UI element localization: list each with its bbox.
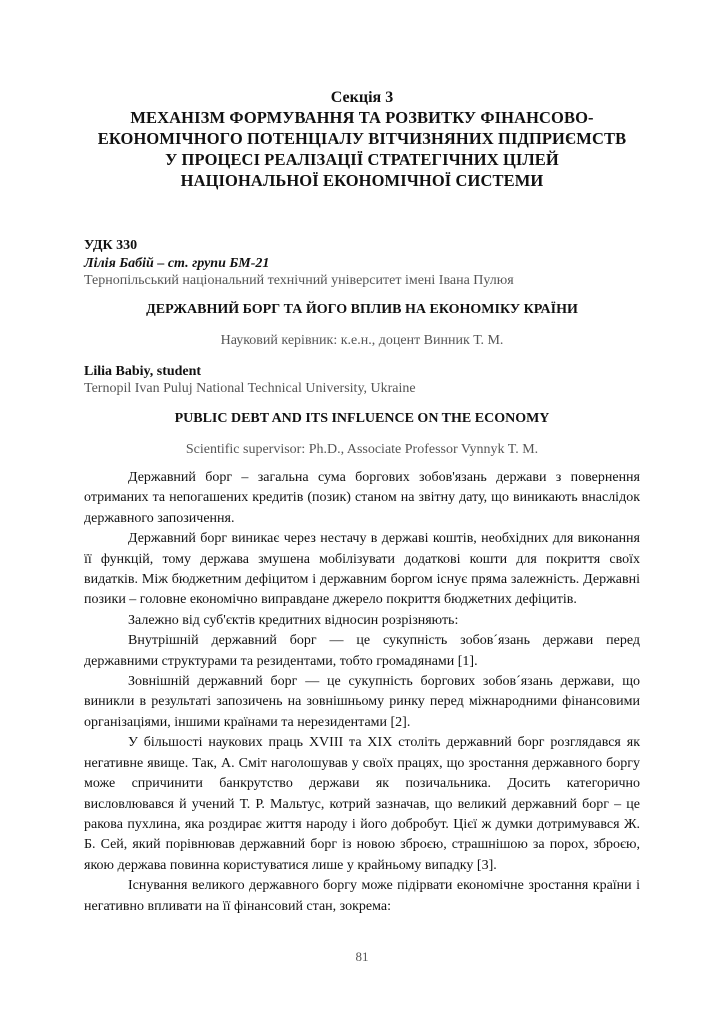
university-en: Ternopil Ivan Puluj National Technical University, Ukraine <box>84 381 416 396</box>
supervisor-en: Scientific supervisor: Ph.D., Associate Professor Vynnyk T. M. <box>185 442 539 457</box>
author-en: Lilia Babiy, student <box>84 364 202 379</box>
section-title-line: МЕХАНІЗМ ФОРМУВАННЯ ТА РОЗВИТКУ ФІНАНСОВО- <box>130 108 594 127</box>
paragraph: Внутрішній державний борг — це сукупність зобов´язань держави перед державними структурами та резидентами, тобто громадянами [1]. <box>84 633 640 669</box>
paper-title-ua: ДЕРЖАВНИЙ БОРГ ТА ЙОГО ВПЛИВ НА ЕКОНОМІКУ КРАЇНИ <box>146 302 578 317</box>
paper-title-en: PUBLIC DEBT AND ITS INFLUENCE ON THE ECONOMY <box>174 411 550 426</box>
section-title <box>84 107 640 191</box>
paragraph: Державний борг – загальна сума боргових зобов'язань держави з повернення отриманих та непогашених кредитів (позик) станом на звітну дату, що виникають внаслідок державного запозичення. <box>84 470 640 526</box>
paragraph: Зовнішній державний борг — це сукупність боргових зобов´язань держави, що виникли в результаті запозичень на зовнішньому ринку перед міжнародними фінансовими організаціями, іншими країнами та нерезидентами [2]. <box>84 674 640 730</box>
paragraph: У більшості наукових праць XVIII та XIX століть державний борг розглядався як негативне явище. Так, А. Сміт наголошував у своїх працях, що зростання державного боргу може спричинити банкрутство держави як позичальника. Досить категорично висловлювався й учений Т. Р. Мальтус, котрий зазначав, що великий державний борг – це ракова пухлина, яка роздирає життя народу і його добробут. Цієї ж думки дотримувався Ж. Б. Сей, який порівнював державний борг із новою зброєю, страшнішою за порох, зброєю, якою держава повинна користуватися лише у крайньому випадку [3]. <box>84 735 640 873</box>
university-ua: Тернопільський національний технічний університет імені Івана Пулюя <box>84 273 514 288</box>
paragraph: Державний борг виникає через нестачу в державі коштів, необхідних для виконання її функцій, тому держава змушена мобілізувати додаткові кошти для покриття своїх видатків. Між бюджетним дефіцитом і державним боргом існує пряма залежність. Державні позики – головне економічно виправдане джерело покриття бюджетних дефіцитів. <box>84 531 640 608</box>
section-title-line: У ПРОЦЕСІ РЕАЛІЗАЦІЇ СТРАТЕГІЧНИХ ЦІЛЕЙ <box>165 150 559 169</box>
page-number: 81 <box>355 949 369 964</box>
article-body <box>84 468 640 917</box>
section-title-line: НАЦІОНАЛЬНОЇ ЕКОНОМІЧНОЇ СИСТЕМИ <box>180 171 544 190</box>
paragraph: Існування великого державного боргу може підірвати економічне зростання країни і негативно впливати на її фінансовий стан, зокрема: <box>84 878 640 914</box>
section-label: Секція 3 <box>330 89 394 106</box>
author-ua: Лілія Бабій – ст. групи БМ-21 <box>84 256 270 271</box>
section-title-line: ЕКОНОМІЧНОГО ПОТЕНЦІАЛУ ВІТЧИЗНЯНИХ ПІДПРИЄМСТВ <box>97 129 627 148</box>
supervisor-ua: Науковий керівник: к.е.н., доцент Винник Т. М. <box>220 333 504 348</box>
paragraph: Залежно від суб'єктів кредитних відносин розрізняють: <box>128 612 459 628</box>
udk-code: УДК 330 <box>84 238 138 253</box>
